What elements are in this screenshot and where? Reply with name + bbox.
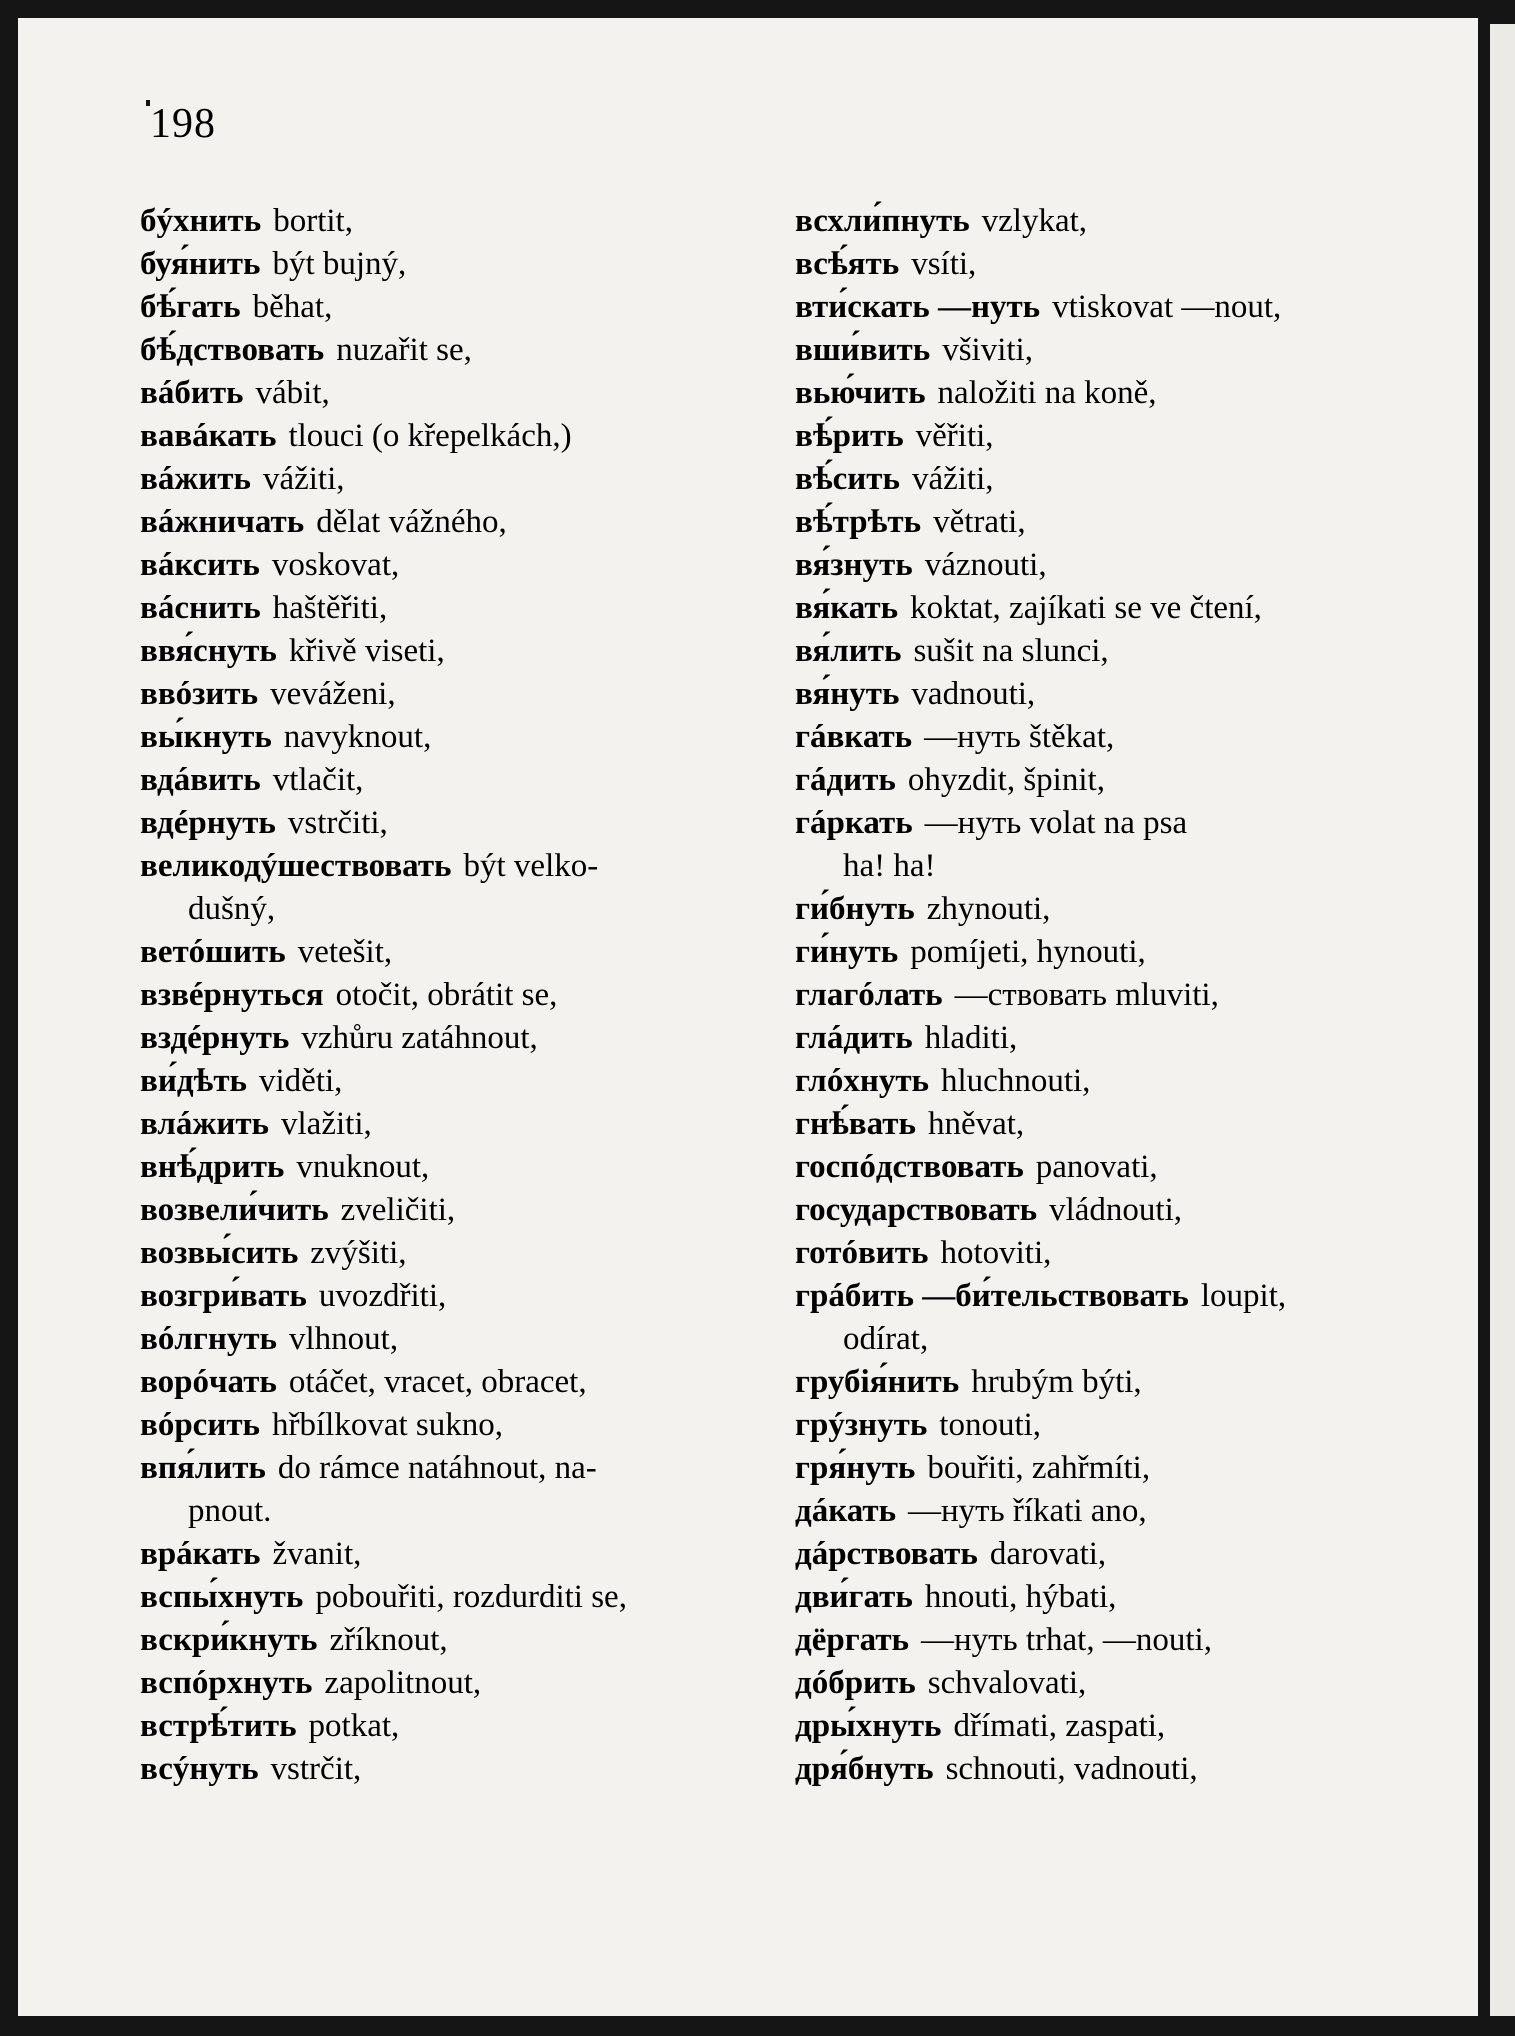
entry-translation: hotoviti, [940,1235,1052,1271]
entry-headword: вя́нуть [795,676,900,712]
entry-headword: бѣ́дствовать [140,332,325,368]
entry-translation: vsíti, [911,246,977,282]
dictionary-entry [140,1619,745,1662]
entry-translation: vlhnout, [289,1321,399,1357]
dictionary-entry [795,1060,1400,1103]
entry-translation: dělat vážného, [316,504,507,540]
entry-headword: буя́нить [140,246,261,282]
dictionary-entry [140,1447,745,1533]
dictionary-entry [795,1232,1400,1275]
dictionary-entry [795,931,1400,974]
left-column [140,200,745,1791]
entry-translation: vládnouti, [1049,1192,1183,1228]
entry-translation: vlažiti, [281,1106,372,1142]
entry-headword: гáркать [795,805,913,841]
entry-headword: вѣ́сить [795,461,900,497]
dictionary-entry [140,1189,745,1232]
entry-translation: ohyzdit, špinit, [907,762,1105,798]
entry-translation: hladiti, [924,1020,1018,1056]
entry-headword: глóхнуть [795,1063,929,1099]
entry-headword: ввóзить [140,676,259,712]
dictionary-entry [795,1748,1400,1791]
entry-translation: nuzařit se, [336,332,472,368]
entry-headword: вáжить [140,461,251,497]
entry-translation: naložiti na koně, [937,375,1157,411]
entry-headword: вскри́кнуть [140,1622,318,1658]
entry-translation: darovati, [989,1536,1107,1572]
entry-headword: вѣ́рить [795,418,904,454]
dictionary-entry [795,587,1400,630]
dictionary-entry [140,200,745,243]
entry-translation: větrati, [933,504,1026,540]
dictionary-entry [140,673,745,716]
entry-headword: всхли́пнуть [795,203,970,239]
entry-translation: všiviti, [942,332,1033,368]
entry-translation: vtiskovat —nout, [1052,289,1282,325]
entry-headword: бѣ́гать [140,289,241,325]
entry-headword: дры́хнуть [795,1708,942,1744]
entry-headword: вя́кать [795,590,899,626]
entry-headword: встрѣ́тить [140,1708,297,1744]
entry-headword: ввя́снуть [140,633,277,669]
entry-headword: вóрсить [140,1407,260,1443]
entry-translation: schnouti, vadnouti, [945,1751,1198,1787]
entry-headword: бýхнить [140,203,262,239]
entry-headword: взвéрнуться [140,977,324,1013]
entry-headword: грýзнуть [795,1407,928,1443]
entry-translation: —ствовать mluviti, [954,977,1219,1013]
page-gutter [1478,18,1490,2016]
entry-headword: возгри́вать [140,1278,307,1314]
entry-translation: vstrčiti, [287,805,388,841]
entry-headword: вáбить [140,375,244,411]
entry-translation: haštěřiti, [272,590,388,626]
entry-headword: вспóрхнуть [140,1665,313,1701]
dictionary-entry [140,243,745,286]
entry-translation: —нуть říkati ano, [908,1493,1147,1529]
entry-translation: vtlačit, [272,762,364,798]
entry-translation: pobouřiti, rozdurditi se, [315,1579,627,1615]
entry-headword: глагóлать [795,977,943,1013]
dictionary-entry [140,372,745,415]
dictionary-entry [140,1318,745,1361]
dictionary-entry [795,286,1400,329]
dictionary-entry [140,1533,745,1576]
entry-translation: voskovat, [271,547,400,583]
dictionary-entry [795,716,1400,759]
dictionary-entry [795,544,1400,587]
dictionary-entry [140,1662,745,1705]
dictionary-entry [795,1662,1400,1705]
entry-translation: zapolitnout, [324,1665,482,1701]
entry-headword: гря́нуть [795,1450,916,1486]
dictionary-entry [140,1748,745,1791]
dictionary-entry [795,329,1400,372]
entry-translation: hněvat, [927,1106,1025,1142]
entry-headword: возвели́чить [140,1192,329,1228]
dictionary-entry [140,802,745,845]
entry-headword: вóлгнуть [140,1321,277,1357]
dictionary-entry [140,630,745,673]
entry-translation: zvýšiti, [310,1235,407,1271]
dictionary-entry [795,501,1400,544]
dictionary-entry [795,1103,1400,1146]
entry-continuation: dušný, [188,891,276,927]
entry-translation: navyknout, [283,719,432,755]
entry-headword: ви́дѣть [140,1063,247,1099]
entry-headword: вью́чить [795,375,926,411]
entry-translation: —нуть volat na psa [924,805,1188,841]
dictionary-entry [795,1189,1400,1232]
entry-headword: грубія́нить [795,1364,960,1400]
entry-headword: возвы́сить [140,1235,299,1271]
dictionary-entry [140,587,745,630]
entry-headword: внѣ́дрить [140,1149,285,1185]
entry-translation: hluchnouti, [941,1063,1091,1099]
entry-headword: ветóшить [140,934,286,970]
entry-translation: dřímati, zaspati, [953,1708,1166,1744]
dictionary-entry [140,458,745,501]
entry-translation: —нуть trhat, —nouti, [921,1622,1212,1658]
entry-translation: váznouti, [924,547,1047,583]
dictionary-entry [795,888,1400,931]
entry-translation: tonouti, [939,1407,1042,1443]
dictionary-entry [795,1404,1400,1447]
entry-headword: ворóчать [140,1364,277,1400]
dictionary-entry [795,1447,1400,1490]
entry-headword: грáбить —би́тельствовать [795,1278,1189,1314]
entry-headword: дря́бнуть [795,1751,934,1787]
entry-translation: hrubým býti, [971,1364,1142,1400]
entry-headword: вáжничать [140,504,305,540]
entry-headword: дви́гать [795,1579,913,1615]
dictionary-entry [795,630,1400,673]
dictionary-entry [795,1146,1400,1189]
entry-continuation: odírat, [843,1321,929,1357]
entry-translation: vadnouti, [911,676,1036,712]
entry-translation: panovati, [1035,1149,1158,1185]
dictionary-entry [140,1705,745,1748]
dictionary-entry [795,458,1400,501]
entry-translation: vetešit, [297,934,393,970]
entry-translation: zříknout, [329,1622,448,1658]
dictionary-entry [795,243,1400,286]
entry-headword: государствовать [795,1192,1038,1228]
entry-translation: vstrčit, [270,1751,362,1787]
dictionary-entry [140,931,745,974]
entry-translation: běhat, [252,289,333,325]
entry-translation: —нуть štěkat, [924,719,1115,755]
entry-headword: ги́нуть [795,934,899,970]
entry-translation: vábit, [255,375,330,411]
dictionary-entry [140,1017,745,1060]
dictionary-entry [140,1103,745,1146]
entry-translation: pomíjeti, hynouti, [910,934,1146,970]
entry-translation: loupit, [1200,1278,1287,1314]
entry-headword: впя́лить [140,1450,266,1486]
dictionary-entry [140,1576,745,1619]
dictionary-entry [795,415,1400,458]
dictionary-entry [795,1275,1400,1361]
dictionary-entry [795,1490,1400,1533]
entry-headword: вѣ́трѣть [795,504,922,540]
entry-translation: hnouti, hýbati, [924,1579,1117,1615]
entry-translation: otáčet, vracet, obracet, [288,1364,587,1400]
dictionary-entry [140,716,745,759]
entry-translation: zveličiti, [340,1192,456,1228]
entry-translation: viděti, [259,1063,343,1099]
next-page-edge [1490,24,1515,2016]
entry-headword: гнѣ́вать [795,1106,916,1142]
entry-headword: дáрствовать [795,1536,978,1572]
dictionary-entry [795,200,1400,243]
entry-translation: věřiti, [915,418,994,454]
entry-continuation: pnout. [188,1493,272,1529]
entry-translation: sušit na slunci, [913,633,1109,669]
entry-headword: всýнуть [140,1751,259,1787]
entry-translation: koktat, zajíkati se ve čtení, [910,590,1262,626]
entry-headword: дóбрить [795,1665,916,1701]
entry-headword: вдéрнуть [140,805,276,841]
entry-headword: ги́бнуть [795,891,915,927]
dictionary-entry [795,1017,1400,1060]
entry-translation: bouřiti, zahřmíti, [927,1450,1151,1486]
entry-translation: vzhůru zatáhnout, [301,1020,538,1056]
dictionary-entry [140,1232,745,1275]
entry-headword: гáдить [795,762,896,798]
entry-translation: otočit, obrátit se, [335,977,558,1013]
entry-translation: zhynouti, [926,891,1051,927]
dictionary-entry [140,1146,745,1189]
dictionary-entry [795,372,1400,415]
entry-translation: žvanit, [272,1536,362,1572]
dictionary-entry [140,415,745,458]
dictionary-entry [140,759,745,802]
dictionary-entry [140,1404,745,1447]
dictionary-entry [140,974,745,1017]
dictionary-entry [795,1619,1400,1662]
entry-headword: вши́вить [795,332,931,368]
entry-headword: глáдить [795,1020,913,1056]
right-column [795,200,1400,1791]
entry-translation: do rámce natáhnout, na- [277,1450,597,1486]
dictionary-entry [140,1275,745,1318]
entry-headword: вздéрнуть [140,1020,290,1056]
entry-translation: být bujný, [272,246,407,282]
dictionary-entry [140,501,745,544]
dictionary-entry [795,673,1400,716]
dictionary-entry [140,544,745,587]
dictionary-entry [795,1576,1400,1619]
entry-headword: вы́кнуть [140,719,272,755]
page-number: 198 [150,101,216,147]
entry-translation: být velko- [463,848,599,884]
dictionary-entry [795,974,1400,1017]
entry-translation: bortit, [273,203,353,239]
entry-headword: гáвкать [795,719,913,755]
entry-headword: вти́скать —нуть [795,289,1041,325]
entry-headword: влáжить [140,1106,270,1142]
entry-headword: вáснить [140,590,261,626]
entry-headword: дёргать [795,1622,909,1658]
entry-translation: vnuknout, [296,1149,430,1185]
dictionary-entry [140,286,745,329]
dictionary-entry [795,759,1400,802]
entry-headword: вдáвить [140,762,261,798]
entry-headword: госпóдствовать [795,1149,1024,1185]
dictionary-entry [795,802,1400,888]
entry-headword: вспы́хнуть [140,1579,304,1615]
entry-translation: potkat, [308,1708,400,1744]
entry-headword: вáксить [140,547,260,583]
entry-headword: всѣ́ять [795,246,900,282]
entry-translation: vzlykat, [981,203,1088,239]
dictionary-entry [140,1361,745,1404]
entry-headword: врáкать [140,1536,261,1572]
entry-continuation: ha! ha! [843,848,936,884]
entry-headword: вавáкать [140,418,277,454]
dictionary-entry [795,1705,1400,1748]
entry-headword: готóвить [795,1235,929,1271]
entry-translation: hřbílkovat sukno, [272,1407,503,1443]
entry-translation: vážiti, [262,461,345,497]
entry-headword: великодýшествовать [140,848,452,884]
entry-translation: vážiti, [911,461,994,497]
entry-headword: дáкать [795,1493,897,1529]
entry-headword: вя́лить [795,633,902,669]
dictionary-entry [140,1060,745,1103]
dictionary-entry [140,845,745,931]
dictionary-entry [795,1533,1400,1576]
entry-headword: вя́знуть [795,547,913,583]
entry-translation: veváženi, [270,676,396,712]
dictionary-entry [795,1361,1400,1404]
entry-translation: křivě viseti, [288,633,445,669]
entry-translation: uvozdřiti, [318,1278,447,1314]
entry-translation: schvalovati, [927,1665,1087,1701]
dictionary-entry [140,329,745,372]
entry-translation: tlouci (o křepelkách,) [288,418,572,454]
